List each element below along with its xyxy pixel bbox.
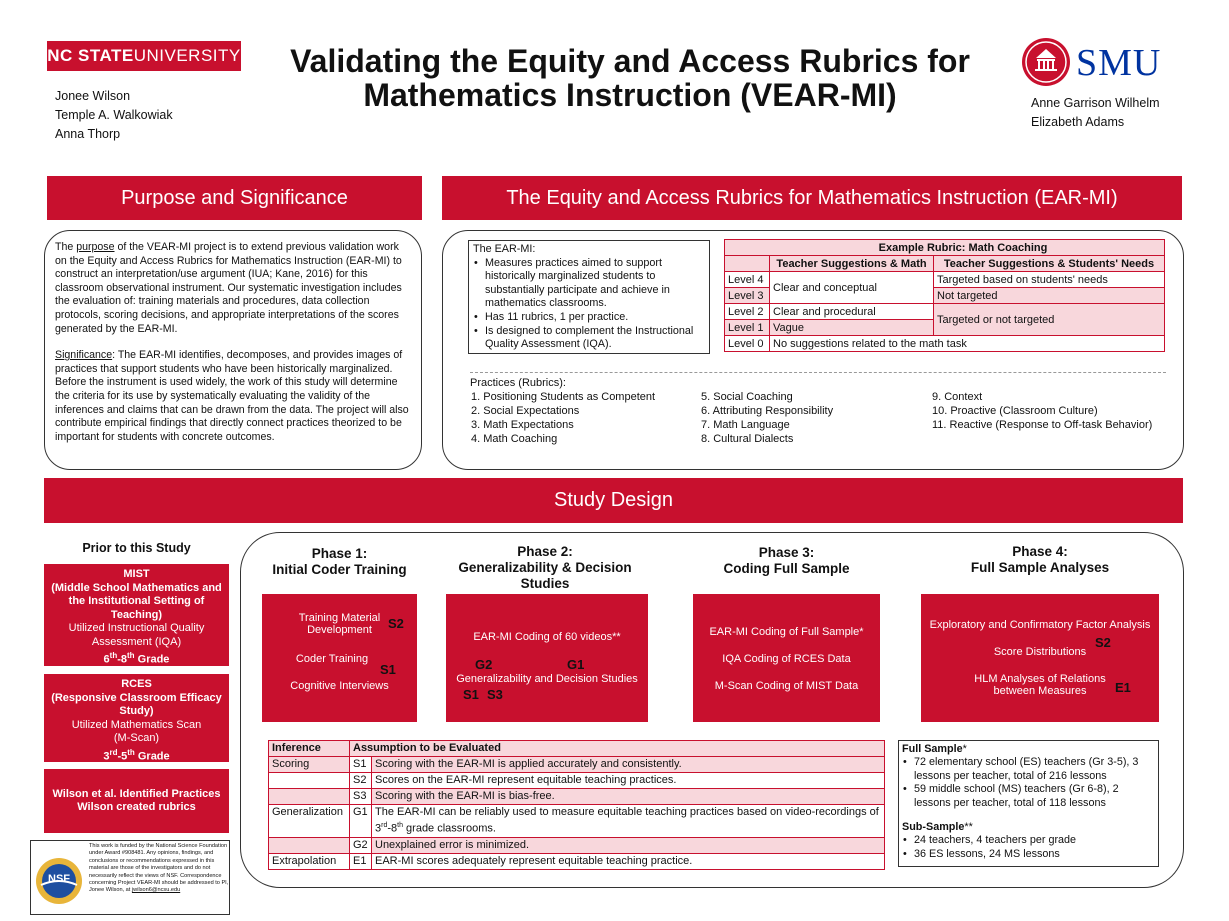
assumption-code: S1 [380, 662, 396, 677]
smu-logo [1021, 37, 1181, 89]
purpose-term: purpose [76, 241, 115, 253]
inference-cell [269, 837, 350, 853]
nsf-logo [35, 857, 83, 905]
title-line-2: Mathematics Instruction (VEAR-MI) [363, 77, 897, 113]
significance-body: : The EAR-MI identifies, decomposes, and provides images of practices that support students who have been historically marginalized. Before the instrument is used widely, the work of this study will determine the criteria for its use by systematically evaluating the validity of the inferences and claims that can be drawn from the data. The project will also contribute empirical findings that directly connect practices theorized to be important for students with concrete outcomes. [55, 349, 409, 443]
phase-1-box [262, 594, 417, 722]
phase-name: Studies [520, 576, 570, 591]
list-item: • 24 teachers, 4 teachers per grade [902, 834, 1155, 847]
phase-activity: Generalizability and Decision Studies [456, 673, 638, 685]
funding-email[interactable]: jwilson6@ncsu.edu [131, 887, 181, 894]
purpose-paragraph [55, 241, 413, 336]
phase-name: Generalizability & Decision [458, 560, 632, 575]
ncsu-logo-light: UNIVERSITY [133, 46, 241, 65]
prior-title: Prior to this Study [82, 541, 191, 555]
phase-name: Coding Full Sample [723, 561, 850, 576]
assumption-code: S2 [388, 616, 404, 631]
grade-num: -8 [387, 822, 398, 835]
rubric-cell: Clear and procedural [770, 304, 934, 320]
inference-table [268, 740, 885, 870]
inference-cell: Generalization [269, 805, 350, 838]
grade-num: 6 [103, 653, 110, 666]
grade-word: Grade [134, 653, 170, 666]
grade-sup: th [127, 747, 135, 757]
example-rubric-table [724, 239, 1165, 352]
grade-sup: rd [381, 822, 388, 829]
rces-util: (M-Scan) [113, 732, 160, 744]
mist-util: Assessment (IQA) [91, 635, 182, 648]
phase-activity: M-Scan Coding of MIST Data [714, 680, 859, 692]
assumption-code: G2 [475, 657, 493, 672]
right-authors [1031, 94, 1160, 132]
rces-name: RCES [121, 678, 152, 690]
assumption-text: The EAR-MI can be reliably used to measure equitable teaching practices based on video-recordings of [375, 806, 879, 818]
activity-line: between Measures [993, 685, 1087, 697]
significance-paragraph [55, 349, 413, 444]
practices-col-3 [932, 390, 1152, 432]
grade-sup: th [127, 651, 135, 660]
mist-full: (Middle School Mathematics and the Institutional Setting of Teaching) [51, 581, 222, 621]
rubric-cell: Not targeted [934, 288, 1165, 304]
mist-util: Utilized Instructional Quality [68, 622, 205, 634]
full-sample-title [902, 743, 1155, 756]
list-item: 6. Attributing Responsibility [701, 405, 834, 417]
grade-num: 3 [375, 822, 382, 835]
wilson-line: Wilson et al. Identified Practices [52, 787, 221, 800]
mist-grade [44, 649, 229, 667]
col-header-math: Teacher Suggestions & Math [770, 256, 934, 272]
level-label: Level 1 [725, 320, 770, 336]
sample-title: Sub-Sample [902, 821, 965, 834]
assumption-code: G1 [567, 657, 585, 672]
phase-2-box [446, 594, 648, 722]
list-item: • Is designed to complement the Instructional Quality Assessment (IQA). [473, 325, 705, 352]
rubric-cell: Clear and conceptual [770, 272, 934, 304]
list-item: 1. Positioning Students as Competent [471, 391, 656, 403]
assumption-cell [372, 805, 885, 838]
assumption-cell: Scores on the EAR-MI represent equitable teaching practices. [372, 773, 885, 789]
purpose-text [55, 241, 413, 444]
activity-line: HLM Analyses of Relations [974, 673, 1106, 685]
level-label: Level 3 [725, 288, 770, 304]
rubric-cell: Vague [770, 320, 934, 336]
grade-sup: rd [109, 747, 118, 757]
phase-label: Phase 2: [517, 544, 573, 559]
phase-4-box [921, 594, 1159, 722]
phase-activity: EAR-MI Coding of 60 videos** [473, 631, 621, 643]
assumption-code: S3 [487, 687, 503, 702]
sample-title: Full Sample [902, 743, 963, 755]
significance-term: Significance [55, 349, 113, 362]
wilson-line: Wilson created rubrics [77, 801, 196, 813]
practices-divider [470, 372, 1166, 373]
list-item: 4. Math Coaching [471, 433, 558, 445]
purpose-body: of the VEAR-MI project is to extend previous validation work on the Equity and Access Rubrics for Mathematics Instruction (EAR-MI) to construct an interpretation/use argument (IUA; Kane, 2016) for this classroom observational instrument. Our systematic investigation includes the evaluation of: training materials and procedures, data collection protocols, scoring decisions, and appropriate interpretations of the scores generated by the EAR-MI. [55, 241, 402, 335]
mist-card [44, 564, 229, 666]
ncsu-logo [47, 41, 241, 71]
list-item: • Measures practices aimed to support historically marginalized students to substantially participate and achieve in mathematics classrooms. [473, 257, 705, 311]
list-item: 10. Proactive (Classroom Culture) [932, 405, 1098, 417]
phase-3-box [693, 594, 880, 722]
practices-list [470, 376, 1170, 445]
code-cell: S3 [350, 789, 372, 805]
phase-label: Phase 1: [311, 546, 368, 561]
grade-num: -8 [117, 653, 128, 666]
activity-line: Training Material [298, 612, 381, 624]
level-label: Level 2 [725, 304, 770, 320]
assumption-code: E1 [1115, 680, 1131, 695]
nsf-logo-text: NSF [48, 873, 70, 885]
assumption-cell: Unexplained error is minimized. [372, 837, 885, 853]
phase-1-title [262, 546, 417, 578]
study-heading: Study Design [44, 478, 1183, 523]
author: Elizabeth Adams [1031, 115, 1125, 129]
col-header-needs: Teacher Suggestions & Students' Needs [934, 256, 1165, 272]
col-header: Inference [269, 741, 350, 757]
earmi-about-title: The EAR-MI: [473, 243, 536, 255]
inference-cell: Extrapolation [269, 853, 350, 869]
phase-name: Full Sample Analyses [970, 560, 1110, 575]
assumption-text: grade classrooms. [402, 822, 496, 835]
author: Temple A. Walkowiak [55, 108, 173, 122]
assumption-code: S1 [463, 687, 479, 702]
code-cell: S2 [350, 773, 372, 789]
sample-mark: * [962, 743, 967, 755]
list-item: • 59 middle school (MS) teachers (Gr 6-8), 2 lessons per teacher, total of 118 lessons [902, 783, 1155, 810]
author: Anne Garrison Wilhelm [1031, 96, 1160, 110]
left-authors [55, 87, 173, 144]
author: Jonee Wilson [55, 89, 131, 103]
sub-sample-list [902, 834, 1155, 861]
rces-card [44, 674, 229, 762]
sub-sample-title [902, 821, 1155, 834]
funding-text [89, 843, 229, 895]
list-item: 2. Social Expectations [471, 405, 580, 417]
list-item: 11. Reactive (Response to Off-task Behavior) [932, 419, 1153, 431]
phase-activity: IQA Coding of RCES Data [722, 653, 851, 665]
phase-activity: Cognitive Interviews [290, 680, 389, 692]
full-sample-list [902, 756, 1155, 810]
ncsu-logo-bold: NC STATE [47, 46, 134, 65]
rces-util: Utilized Mathematics Scan [71, 718, 202, 731]
blank-cell [725, 256, 770, 272]
inference-cell [269, 789, 350, 805]
list-item: 3. Math Expectations [471, 419, 574, 431]
assumption-cell: Scoring with the EAR-MI is applied accurately and consistently. [372, 757, 885, 773]
assumption-cell: Scoring with the EAR-MI is bias-free. [372, 789, 885, 805]
assumption-cell: EAR-MI scores adequately represent equitable teaching practice. [372, 853, 885, 869]
code-cell: E1 [350, 853, 372, 869]
phase-activity: Score Distributions [993, 646, 1087, 658]
list-item: 7. Math Language [701, 419, 790, 431]
inference-cell: Scoring [269, 757, 350, 773]
grade-sup: th [109, 651, 118, 660]
title-line-1: Validating the Equity and Access Rubrics for [290, 43, 970, 79]
list-item: • Has 11 rubrics, 1 per practice. [473, 311, 705, 325]
phase-label: Phase 3: [758, 545, 815, 560]
wilson-card [44, 769, 229, 833]
phase-4-title [921, 544, 1159, 576]
grade-num: -5 [117, 750, 128, 763]
smu-seal-icon [1021, 37, 1071, 87]
activity-line: Development [307, 624, 372, 636]
mist-name: MIST [123, 568, 150, 580]
level-label: Level 4 [725, 272, 770, 288]
rubric-cell: No suggestions related to the math task [770, 336, 1165, 352]
phase-label: Phase 4: [1012, 544, 1068, 559]
smu-wordmark: SMU [1076, 42, 1162, 84]
rubric-cell: Targeted or not targeted [934, 304, 1165, 336]
sample-box [898, 740, 1159, 867]
grade-num: 3 [103, 750, 110, 763]
list-item: 8. Cultural Dialects [701, 433, 794, 445]
rces-full: (Responsive Classroom Efficacy Study) [51, 691, 222, 717]
earmi-about-box [468, 240, 710, 354]
inference-cell [269, 773, 350, 789]
phase-3-title [693, 545, 880, 577]
list-item: 9. Context [932, 391, 983, 403]
funding-body: This work is funded by the National Science Foundation under Award #908481. Any opinions, findings, and conclusions or recommendations expressed in this material are those of the investigators and do not necessarily reflect the views of NSF. Correspondence concerning Project VEAR-MI should be addressed to PI, Jonee Wilson, at [89, 843, 229, 894]
rubric-cell: Targeted based on students' needs [934, 272, 1165, 288]
earmi-about-list [473, 257, 705, 352]
grade-sup: th [397, 822, 403, 829]
list-item: • 72 elementary school (ES) teachers (Gr 3-5), 3 lessons per teacher, total of 216 lessons [902, 756, 1155, 783]
rces-grade [44, 746, 229, 764]
phase-activity: EAR-MI Coding of Full Sample* [709, 626, 864, 638]
phase-activity: Exploratory and Confirmatory Factor Analysis [929, 619, 1151, 631]
poster-title [250, 44, 1010, 112]
practices-col-1 [471, 390, 655, 446]
phase-activity: Coder Training [295, 653, 369, 665]
funding-box [30, 840, 230, 915]
purpose-prefix: The [55, 241, 77, 253]
code-cell: G2 [350, 837, 372, 853]
code-cell: G1 [350, 805, 372, 838]
rubric-title: Example Rubric: Math Coaching [725, 240, 1165, 256]
col-header: Assumption to be Evaluated [350, 741, 885, 757]
purpose-heading: Purpose and Significance [47, 176, 422, 220]
phase-name: Initial Coder Training [272, 562, 407, 577]
assumption-code: S2 [1095, 635, 1111, 650]
phase-activity [282, 612, 397, 636]
grade-word: Grade [134, 750, 170, 763]
list-item: • 36 ES lessons, 24 MS lessons [902, 848, 1155, 861]
author: Anna Thorp [55, 127, 121, 141]
sample-mark: ** [964, 821, 973, 834]
practices-title: Practices (Rubrics): [470, 377, 566, 389]
list-item: 5. Social Coaching [701, 391, 793, 403]
level-label: Level 0 [725, 336, 770, 352]
phase-2-title [440, 544, 650, 592]
code-cell: S1 [350, 757, 372, 773]
earmi-heading: The Equity and Access Rubrics for Mathematics Instruction (EAR-MI) [442, 176, 1182, 220]
practices-col-2 [701, 390, 833, 446]
